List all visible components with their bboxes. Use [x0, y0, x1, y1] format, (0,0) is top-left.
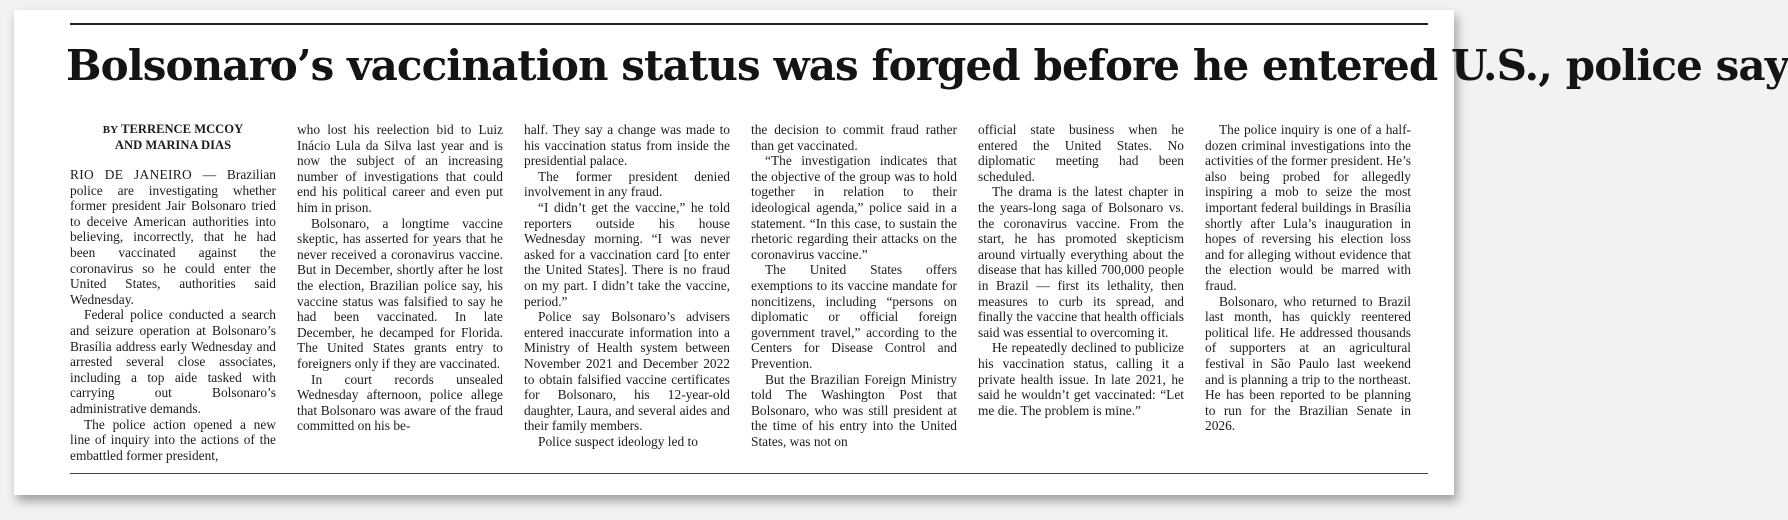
paragraph: The United States offers exemptions to its vaccine mandate for noncitizens, including “persons on diplomatic or official foreign government travel,” according to the Centers for Disease Control and Prevention.: [751, 262, 957, 371]
paragraph: Bolsonaro, who returned to Brazil last month, has quickly reentered political life. He addressed thousands of supporters at an agricultural festival in São Paulo last weekend and is planning a trip to the northeast. He has been reported to be planning to run for the Brazilian Senate in 2026.: [1205, 293, 1411, 434]
column-2: [297, 122, 503, 474]
paragraph: The drama is the latest chapter in the years-long saga of Bolsonaro vs. the coronavirus vaccine. From the start, he has promoted skepticism around virtually everything about the disease that has killed 700,000 people in Brazil — first its lethality, then measures to curb its spread, and finally the vaccine that health officials said was essential to overcoming it.: [978, 184, 1184, 340]
headline: Bolsonaro’s vaccination status was forged before he entered U.S., police say: [66, 41, 1788, 90]
column-5: [978, 122, 1184, 474]
lead-paragraph: [70, 167, 276, 307]
paragraph: “The investigation indicates that the objective of the group was to hold together in relation to their ideological agenda,” police said in a statement. “In this case, to sustain the rhetoric regarding their attacks on the coronavirus vaccine.”: [751, 153, 957, 262]
paragraph: the decision to commit fraud rather than get vaccinated.: [751, 122, 957, 153]
column-4: [751, 122, 957, 474]
paragraph-text: Brazilian police are investigating whether former president Jair Bolsonaro tried to deceive American authorities into believing, incorrectly, that he had been vaccinated against the coronavirus so he could enter the United States, authorities said Wednesday.: [70, 167, 276, 307]
paragraph: Federal police conducted a search and seizure operation at Bolsonaro’s Brasília address early Wednesday and arrested several close associates, including a top aide tasked with carrying out Bolsonaro’s administrative demands.: [70, 307, 276, 416]
paragraph: The former president denied involvement in any fraud.: [524, 168, 730, 200]
dateline: RIO DE JANEIRO —: [70, 167, 217, 182]
paragraph: who lost his reelection bid to Luiz Inácio Lula da Silva last year and is now the subject of an increasing number of investigations that could end his political career and even put him in prison.: [297, 122, 503, 215]
paragraph: “I didn’t get the vaccine,” he told reporters outside his house Wednesday morning. “I was never asked for a vaccination card [to enter the United States]. There is no fraud on my part. I didn’t take the vaccine, period.”: [524, 199, 730, 309]
byline-author-1: TERRENCE MCCOY: [121, 122, 244, 136]
paragraph: He repeatedly declined to publicize his vaccination status, calling it a private health issue. In late 2021, he said he wouldn’t get vaccinated: “Let me die. The problem is mine.”: [978, 340, 1184, 418]
byline: [70, 122, 276, 153]
byline-prefix: BY: [102, 124, 119, 136]
paragraph: Police say Bolsonaro’s advisers entered inaccurate information into a Ministry of Health system between November 2021 and December 2022 to obtain falsified vaccine certificates for Bolsonaro, his 12-year-old daughter, Laura, and several aides and their family members.: [524, 309, 730, 434]
newspaper-clipping: [14, 10, 1788, 495]
column-1: [70, 122, 276, 474]
column-6: [1205, 122, 1411, 474]
paragraph: The police action opened a new line of inquiry into the actions of the embattled former president,: [70, 416, 276, 463]
paragraph: Police suspect ideology led to: [538, 433, 698, 449]
paragraph: In court records unsealed Wednesday afternoon, police allege that Bolsonaro was aware of the fraud committed on his be-: [297, 371, 503, 434]
bottom-rule: [70, 473, 1428, 474]
byline-author-2: AND MARINA DIAS: [114, 138, 232, 152]
paragraph: Bolsonaro, a longtime vaccine skeptic, has asserted for years that he never received a coronavirus vaccine. But in December, shortly after he lost the election, Brazilian police say, his vaccine status was falsified to say he had been vaccinated. In late December, he decamped for Florida. The United States grants entry to foreigners only if they are vaccinated.: [297, 215, 503, 371]
paragraph: official state business when he entered the United States. No diplomatic meeting had been scheduled.: [978, 122, 1184, 184]
paragraph: But the Brazilian Foreign Ministry told The Washington Post that Bolsonaro, who was still president at the time of his entry into the United States, was not on: [751, 371, 957, 449]
article-body: [70, 122, 1412, 474]
column-3: [524, 122, 730, 474]
paragraph: The police inquiry is one of a half-dozen criminal investigations into the activities of the former president. He’s also being probed for allegedly inspiring a mob to seize the most important federal buildings in Brasília shortly after Lula’s inauguration in hopes of reversing his election loss and for alleging without evidence that the election would be marred with fraud.: [1205, 122, 1411, 293]
paragraph: half. They say a change was made to his vaccination status from inside the presidential palace.: [524, 122, 730, 169]
top-rule: [70, 23, 1428, 25]
